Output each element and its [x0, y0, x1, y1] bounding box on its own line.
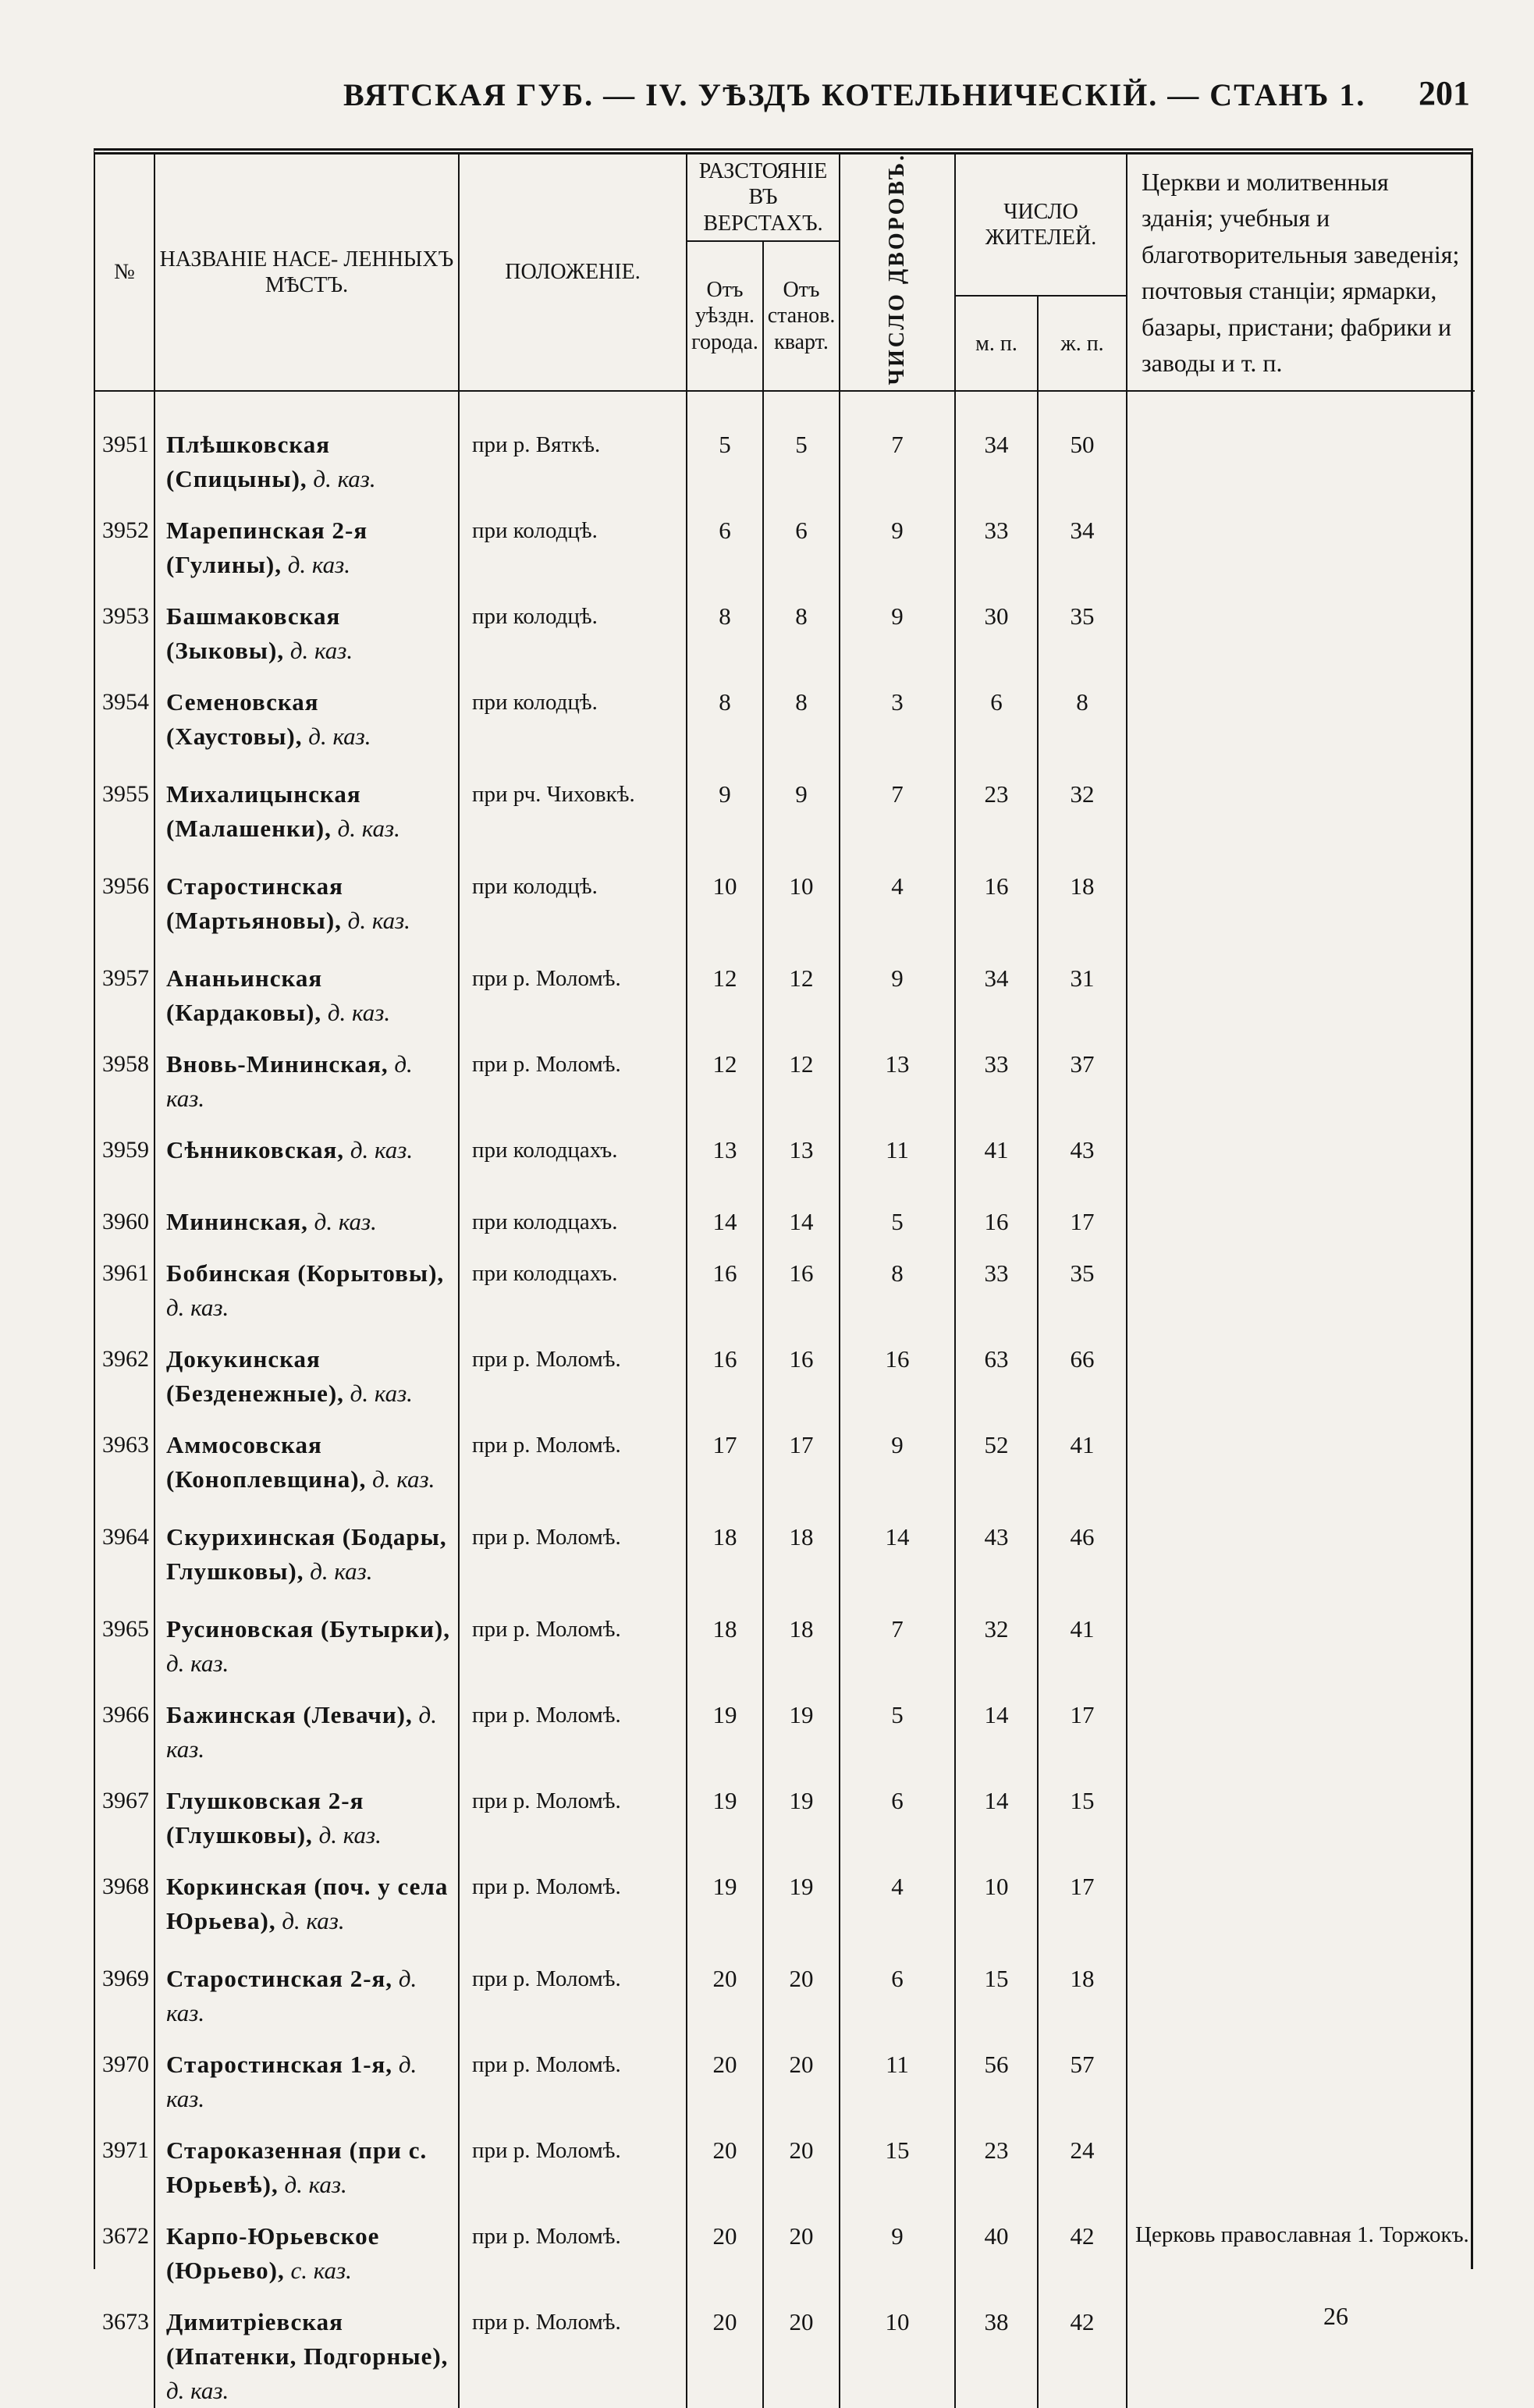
- male-cell: 63: [955, 1325, 1038, 1411]
- col-header-male: м. п.: [955, 296, 1038, 391]
- place-name: Михалицынская (Малашенки),: [166, 780, 361, 843]
- row-number: 3954: [95, 668, 154, 760]
- position-cell: при колодцѣ.: [459, 496, 687, 582]
- settlement-name: [154, 668, 459, 760]
- female-cell: 42: [1038, 2288, 1127, 2408]
- male-cell: 14: [955, 1681, 1038, 1767]
- place-name: Аммосовская (Коноплевщина),: [166, 1431, 367, 1493]
- settlement-type: д. каз.: [350, 1136, 414, 1164]
- dist-camp-cell: 20: [763, 2202, 840, 2288]
- row-number: 3962: [95, 1325, 154, 1411]
- position-cell: при р. Моломѣ.: [459, 1411, 687, 1503]
- dist-town-cell: 8: [687, 582, 763, 668]
- row-number: 3966: [95, 1681, 154, 1767]
- row-number: 3953: [95, 582, 154, 668]
- dist-camp-cell: 18: [763, 1503, 840, 1595]
- male-cell: 23: [955, 760, 1038, 852]
- female-cell: 66: [1038, 1325, 1127, 1411]
- place-name: Староказенная (при с. Юрьевѣ),: [166, 2136, 428, 2199]
- dist-camp-cell: 8: [763, 668, 840, 760]
- female-cell: 41: [1038, 1411, 1127, 1503]
- place-name: Старостинская 1-я,: [166, 2051, 393, 2079]
- settlement-name: [154, 1116, 459, 1188]
- male-cell: 30: [955, 582, 1038, 668]
- settlement-type: д. каз.: [314, 1208, 377, 1236]
- dist-town-cell: 18: [687, 1503, 763, 1595]
- notes-cell: [1127, 1116, 1475, 1188]
- dist-camp-cell: 19: [763, 1767, 840, 1852]
- dist-camp-cell: 18: [763, 1595, 840, 1681]
- settlement-name: [154, 2030, 459, 2116]
- dist-town-cell: 20: [687, 2202, 763, 2288]
- notes-cell: [1127, 760, 1475, 852]
- male-cell: 32: [955, 1595, 1038, 1681]
- settlement-name: [154, 2288, 459, 2408]
- female-cell: 35: [1038, 1239, 1127, 1325]
- notes-cell: [1127, 2030, 1475, 2116]
- male-cell: 56: [955, 2030, 1038, 2116]
- notes-cell: [1127, 2288, 1475, 2408]
- notes-cell: [1127, 1681, 1475, 1767]
- female-cell: 34: [1038, 496, 1127, 582]
- settlement-name: [154, 1767, 459, 1852]
- settlement-name: [154, 944, 459, 1030]
- position-cell: при колодцахъ.: [459, 1188, 687, 1239]
- dist-camp-cell: 8: [763, 582, 840, 668]
- row-number: 3672: [95, 2202, 154, 2288]
- dist-town-cell: 9: [687, 760, 763, 852]
- position-cell: при р. Моломѣ.: [459, 2116, 687, 2202]
- households-cell: 9: [840, 496, 955, 582]
- row-number: 3969: [95, 1945, 154, 2030]
- dist-camp-cell: 20: [763, 1945, 840, 2030]
- place-name: Бобинская (Корытовы),: [166, 1259, 445, 1287]
- row-number: 3956: [95, 852, 154, 944]
- place-name: Старостинская 2-я,: [166, 1965, 393, 1993]
- dist-town-cell: 20: [687, 2030, 763, 2116]
- settlement-name: [154, 2202, 459, 2288]
- settlement-name: [154, 1681, 459, 1767]
- table-row: [95, 2288, 1475, 2408]
- male-cell: 16: [955, 1188, 1038, 1239]
- notes-cell: [1127, 1030, 1475, 1116]
- position-cell: при р. Моломѣ.: [459, 1325, 687, 1411]
- households-cell: 5: [840, 1188, 955, 1239]
- settlement-name: [154, 1945, 459, 2030]
- male-cell: 15: [955, 1945, 1038, 2030]
- notes-cell: [1127, 1945, 1475, 2030]
- place-name: Старостинская (Мартьяновы),: [166, 872, 343, 935]
- place-name: Скурихинская (Бодары, Глушковы),: [166, 1523, 447, 1586]
- row-number: 3957: [95, 944, 154, 1030]
- dist-town-cell: 19: [687, 1767, 763, 1852]
- female-cell: 17: [1038, 1188, 1127, 1239]
- settlement-name: [154, 496, 459, 582]
- settlement-type: д. каз.: [166, 1050, 413, 1113]
- dist-camp-cell: 16: [763, 1239, 840, 1325]
- row-number: 3965: [95, 1595, 154, 1681]
- households-cell: 10: [840, 2288, 955, 2408]
- settlement-type: д. каз.: [166, 1294, 229, 1322]
- dist-town-cell: 13: [687, 1116, 763, 1188]
- row-number: 3958: [95, 1030, 154, 1116]
- place-name: Марепинская 2-я (Гулины),: [166, 517, 368, 579]
- households-cell: 11: [840, 1116, 955, 1188]
- dist-town-cell: 14: [687, 1188, 763, 1239]
- col-header-churches: Церкви и молитвенныя зданія; учебныя и благотворительныя заведенія; почтовыя станціи; ярмарки, базары, пристани; фабрики и заводы и т. п.: [1127, 154, 1475, 391]
- settlement-type: д. каз.: [327, 999, 391, 1027]
- households-cell: 15: [840, 2116, 955, 2202]
- settlement-name: [154, 582, 459, 668]
- households-cell: 6: [840, 1767, 955, 1852]
- female-cell: 37: [1038, 1030, 1127, 1116]
- table-row: [95, 1411, 1475, 1503]
- place-name: Ананьинская (Кардаковы),: [166, 964, 323, 1027]
- male-cell: 6: [955, 668, 1038, 760]
- dist-camp-cell: 17: [763, 1411, 840, 1503]
- row-number: 3959: [95, 1116, 154, 1188]
- households-cell: 5: [840, 1681, 955, 1767]
- page-number: 201: [1419, 74, 1470, 112]
- position-cell: при колодцахъ.: [459, 1116, 687, 1188]
- settlement-type: д. каз.: [282, 1907, 345, 1935]
- settlement-name: [154, 1188, 459, 1239]
- male-cell: 41: [955, 1116, 1038, 1188]
- households-cell: 4: [840, 852, 955, 944]
- households-cell: 7: [840, 391, 955, 496]
- male-cell: 34: [955, 391, 1038, 496]
- notes-cell: [1127, 668, 1475, 760]
- dist-camp-cell: 10: [763, 852, 840, 944]
- male-cell: 16: [955, 852, 1038, 944]
- table-row: [95, 760, 1475, 852]
- dist-town-cell: 20: [687, 2288, 763, 2408]
- households-cell: 9: [840, 1411, 955, 1503]
- female-cell: 17: [1038, 1852, 1127, 1945]
- col-header-dist-town: Отъ уѣздн. города.: [687, 241, 763, 391]
- place-name: Карпо-Юрьевское (Юрьево),: [166, 2222, 380, 2285]
- col-header-households: [840, 154, 955, 391]
- settlement-type: д. каз.: [166, 1650, 229, 1678]
- position-cell: при колодцѣ.: [459, 582, 687, 668]
- notes-cell: [1127, 852, 1475, 944]
- dist-town-cell: 20: [687, 1945, 763, 2030]
- settlement-name: [154, 1852, 459, 1945]
- table-row: [95, 2116, 1475, 2202]
- settlement-type: д. каз.: [313, 465, 376, 493]
- male-cell: 43: [955, 1503, 1038, 1595]
- signature-mark: 26: [1323, 2302, 1348, 2330]
- settlement-name: [154, 760, 459, 852]
- table-row: [95, 1595, 1475, 1681]
- settlement-name: [154, 1503, 459, 1595]
- settlement-name: [154, 2116, 459, 2202]
- dist-camp-cell: 14: [763, 1188, 840, 1239]
- row-number: 3951: [95, 391, 154, 496]
- notes-cell: [1127, 944, 1475, 1030]
- households-cell: 7: [840, 760, 955, 852]
- position-cell: при р. Моломѣ.: [459, 2030, 687, 2116]
- notes-cell: [1127, 1188, 1475, 1239]
- households-cell: 6: [840, 1945, 955, 2030]
- male-cell: 33: [955, 1030, 1038, 1116]
- dist-town-cell: 18: [687, 1595, 763, 1681]
- position-cell: при р. Моломѣ.: [459, 1852, 687, 1945]
- dist-town-cell: 20: [687, 2116, 763, 2202]
- dist-camp-cell: 5: [763, 391, 840, 496]
- dist-town-cell: 12: [687, 944, 763, 1030]
- male-cell: 52: [955, 1411, 1038, 1503]
- table-row: [95, 1503, 1475, 1595]
- male-cell: 33: [955, 1239, 1038, 1325]
- households-cell: 9: [840, 944, 955, 1030]
- settlement-type: д. каз.: [284, 2171, 347, 2199]
- notes-cell: [1127, 1325, 1475, 1411]
- households-cell: 8: [840, 1239, 955, 1325]
- position-cell: при р. Моломѣ.: [459, 2202, 687, 2288]
- place-name: Вновь-Мининская,: [166, 1050, 389, 1078]
- notes-cell: [1127, 1503, 1475, 1595]
- notes-cell: [1127, 391, 1475, 496]
- female-cell: 24: [1038, 2116, 1127, 2202]
- settlement-name: [154, 852, 459, 944]
- place-name: Глушковская 2-я (Глушковы),: [166, 1787, 364, 1849]
- households-cell: 3: [840, 668, 955, 760]
- households-cell: 11: [840, 2030, 955, 2116]
- female-cell: 50: [1038, 391, 1127, 496]
- settlement-type: д. каз.: [166, 1701, 437, 1763]
- male-cell: 34: [955, 944, 1038, 1030]
- table-row: [95, 582, 1475, 668]
- place-name: Плѣшковская (Спицыны),: [166, 431, 331, 493]
- position-cell: при колодцахъ.: [459, 1239, 687, 1325]
- female-cell: 8: [1038, 668, 1127, 760]
- table-row: [95, 496, 1475, 582]
- settlement-type: д. каз.: [166, 2051, 417, 2113]
- dist-camp-cell: 6: [763, 496, 840, 582]
- settlement-type: д. каз.: [287, 551, 351, 579]
- row-number: 3971: [95, 2116, 154, 2202]
- households-cell: 9: [840, 582, 955, 668]
- male-cell: 14: [955, 1767, 1038, 1852]
- male-cell: 38: [955, 2288, 1038, 2408]
- col-header-dist-camp: Отъ станов. кварт.: [763, 241, 840, 391]
- dist-town-cell: 8: [687, 668, 763, 760]
- settlement-type: д. каз.: [308, 723, 371, 751]
- dist-town-cell: 19: [687, 1852, 763, 1945]
- settlement-type: д. каз.: [166, 1965, 417, 2027]
- settlement-type: д. каз.: [347, 907, 410, 935]
- notes-cell: [1127, 1595, 1475, 1681]
- dist-town-cell: 6: [687, 496, 763, 582]
- female-cell: 46: [1038, 1503, 1127, 1595]
- notes-cell: [1127, 2116, 1475, 2202]
- table-row: [95, 1239, 1475, 1325]
- male-cell: 23: [955, 2116, 1038, 2202]
- col-header-inhabitants: ЧИСЛО ЖИТЕЛЕЙ.: [955, 154, 1127, 296]
- dist-camp-cell: 12: [763, 944, 840, 1030]
- settlement-type: д. каз.: [166, 2377, 229, 2405]
- households-cell: 14: [840, 1503, 955, 1595]
- page-header: [0, 0, 1534, 140]
- dist-town-cell: 17: [687, 1411, 763, 1503]
- male-cell: 33: [955, 496, 1038, 582]
- table-row: [95, 1116, 1475, 1188]
- female-cell: 18: [1038, 852, 1127, 944]
- female-cell: 31: [1038, 944, 1127, 1030]
- col-header-distance: РАЗСТОЯНІЕ ВЪ ВЕРСТАХЪ.: [687, 154, 840, 241]
- households-cell: 9: [840, 2202, 955, 2288]
- female-cell: 35: [1038, 582, 1127, 668]
- place-name: Башмаковская (Зыковы),: [166, 602, 341, 665]
- female-cell: 32: [1038, 760, 1127, 852]
- settlement-name: [154, 1325, 459, 1411]
- notes-cell: [1127, 582, 1475, 668]
- row-number: 3970: [95, 2030, 154, 2116]
- place-name: Мининская,: [166, 1208, 308, 1236]
- place-name: Коркинская (поч. у села Юрьева),: [166, 1873, 449, 1935]
- dist-town-cell: 5: [687, 391, 763, 496]
- table-row: [95, 1030, 1475, 1116]
- dist-camp-cell: 19: [763, 1852, 840, 1945]
- col-header-name: НАЗВАНІЕ НАСЕ- ЛЕННЫХЪ МѢСТЪ.: [154, 154, 459, 391]
- dist-camp-cell: 16: [763, 1325, 840, 1411]
- table-row: [95, 852, 1475, 944]
- male-cell: 10: [955, 1852, 1038, 1945]
- position-cell: при колодцѣ.: [459, 668, 687, 760]
- col-header-female: ж. п.: [1038, 296, 1127, 391]
- row-number: 3963: [95, 1411, 154, 1503]
- row-number: 3964: [95, 1503, 154, 1595]
- female-cell: 17: [1038, 1681, 1127, 1767]
- settlement-name: [154, 1595, 459, 1681]
- row-number: 3961: [95, 1239, 154, 1325]
- row-number: 3952: [95, 496, 154, 582]
- table-row: [95, 1767, 1475, 1852]
- position-cell: при р. Моломѣ.: [459, 1681, 687, 1767]
- female-cell: 42: [1038, 2202, 1127, 2288]
- households-label: ЧИСЛО ДВОРОВЪ.: [885, 153, 910, 385]
- position-cell: при р. Вяткѣ.: [459, 391, 687, 496]
- dist-town-cell: 16: [687, 1239, 763, 1325]
- table-row: [95, 668, 1475, 760]
- settlement-type: д. каз.: [310, 1557, 373, 1586]
- settlement-name: [154, 1239, 459, 1325]
- dist-camp-cell: 20: [763, 2288, 840, 2408]
- table-row: [95, 1188, 1475, 1239]
- position-cell: при р. Моломѣ.: [459, 2288, 687, 2408]
- female-cell: 41: [1038, 1595, 1127, 1681]
- notes-cell: [1127, 1852, 1475, 1945]
- place-name: Русиновская (Бутырки),: [166, 1615, 450, 1643]
- position-cell: при р. Моломѣ.: [459, 1595, 687, 1681]
- table-row: [95, 944, 1475, 1030]
- female-cell: 57: [1038, 2030, 1127, 2116]
- households-cell: 7: [840, 1595, 955, 1681]
- notes-cell: [1127, 1767, 1475, 1852]
- notes-cell: [1127, 1239, 1475, 1325]
- row-number: 3968: [95, 1852, 154, 1945]
- place-name: Димитріевская (Ипатенки, Подгорные),: [166, 2308, 449, 2371]
- place-name: Докукинская (Безденежные),: [166, 1345, 344, 1408]
- row-number: 3967: [95, 1767, 154, 1852]
- table-row: [95, 1852, 1475, 1945]
- settlement-type: д. каз.: [372, 1465, 435, 1493]
- households-cell: 4: [840, 1852, 955, 1945]
- households-cell: 13: [840, 1030, 955, 1116]
- settlement-type: д. каз.: [318, 1821, 382, 1849]
- settlement-type: д. каз.: [337, 815, 400, 843]
- dist-camp-cell: 9: [763, 760, 840, 852]
- households-cell: 16: [840, 1325, 955, 1411]
- row-number: 3673: [95, 2288, 154, 2408]
- position-cell: при р. Моломѣ.: [459, 1945, 687, 2030]
- table-row: [95, 2202, 1475, 2288]
- female-cell: 15: [1038, 1767, 1127, 1852]
- settlement-type: д. каз.: [289, 637, 353, 665]
- table-row: [95, 1681, 1475, 1767]
- table-row: [95, 1325, 1475, 1411]
- notes-cell: Церковь православная 1. Торжокъ.: [1135, 2222, 1469, 2248]
- settlement-type: д. каз.: [350, 1380, 413, 1408]
- position-cell: при р. Моломѣ.: [459, 944, 687, 1030]
- table-row: [95, 2030, 1475, 2116]
- dist-town-cell: 19: [687, 1681, 763, 1767]
- place-name: Бажинская (Левачи),: [166, 1701, 413, 1729]
- table-body: [95, 391, 1475, 2408]
- dist-town-cell: 10: [687, 852, 763, 944]
- dist-town-cell: 16: [687, 1325, 763, 1411]
- table-row: [95, 1945, 1475, 2030]
- position-cell: при колодцѣ.: [459, 852, 687, 944]
- row-number: 3955: [95, 760, 154, 852]
- dist-camp-cell: 20: [763, 2116, 840, 2202]
- male-cell: 40: [955, 2202, 1038, 2288]
- settlement-type: с. каз.: [290, 2257, 352, 2285]
- dist-camp-cell: 12: [763, 1030, 840, 1116]
- settlement-name: [154, 391, 459, 496]
- place-name: Семеновская (Хаустовы),: [166, 688, 319, 751]
- notes-cell: [1127, 496, 1475, 582]
- table-row: [95, 391, 1475, 496]
- col-header-position: ПОЛОЖЕНІЕ.: [459, 154, 687, 391]
- settlement-name: [154, 1030, 459, 1116]
- col-header-no: №: [95, 154, 154, 391]
- dist-town-cell: 12: [687, 1030, 763, 1116]
- dist-camp-cell: 13: [763, 1116, 840, 1188]
- female-cell: 18: [1038, 1945, 1127, 2030]
- notes-cell: [1127, 1411, 1475, 1503]
- position-cell: при р. Моломѣ.: [459, 1030, 687, 1116]
- position-cell: при р. Моломѣ.: [459, 1767, 687, 1852]
- running-title: ВЯТСКАЯ ГУБ. — IV. УѢЗДЪ КОТЕЛЬНИЧЕСКІЙ. — СТАНЪ 1.: [343, 77, 1366, 112]
- dist-camp-cell: 19: [763, 1681, 840, 1767]
- settlement-name: [154, 1411, 459, 1503]
- position-cell: при рч. Чиховкѣ.: [459, 760, 687, 852]
- row-number: 3960: [95, 1188, 154, 1239]
- position-cell: при р. Моломѣ.: [459, 1503, 687, 1595]
- place-name: Сѣнниковская,: [166, 1136, 345, 1164]
- dist-camp-cell: 20: [763, 2030, 840, 2116]
- female-cell: 43: [1038, 1116, 1127, 1188]
